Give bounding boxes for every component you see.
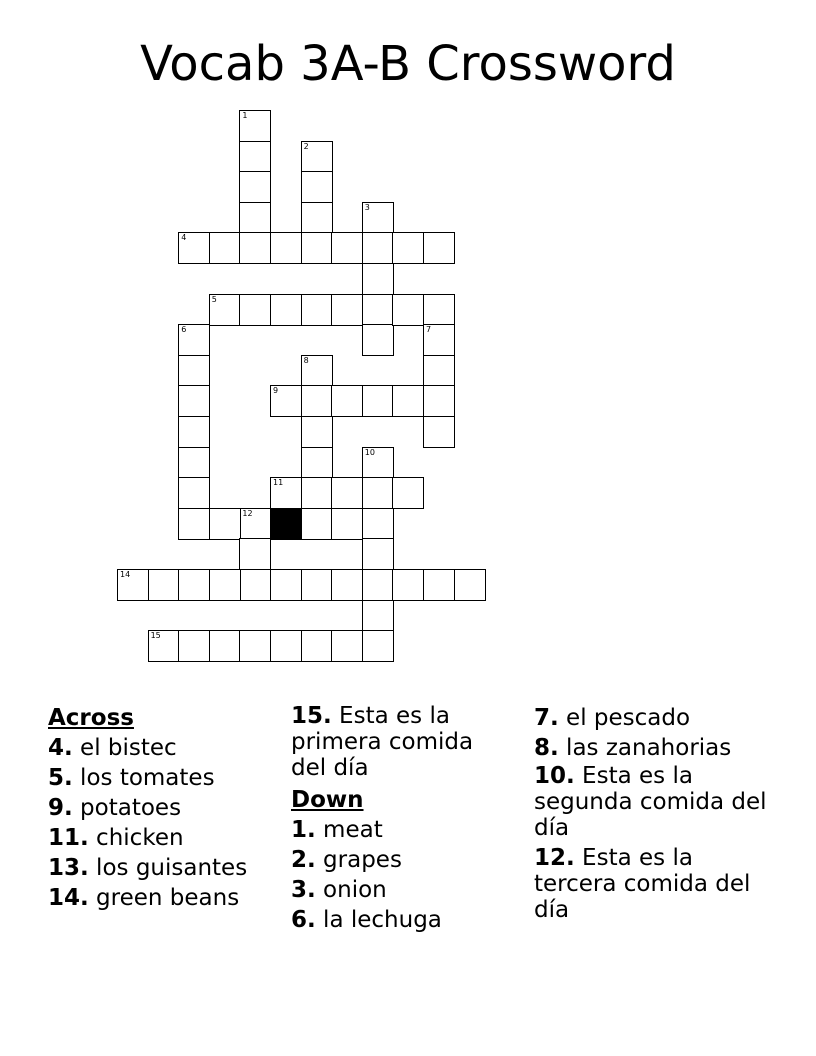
clue-text: las zanahorias bbox=[558, 735, 732, 761]
grid-cell[interactable] bbox=[117, 569, 149, 601]
cell-number: 1 bbox=[242, 111, 248, 120]
grid-cell[interactable] bbox=[331, 569, 363, 601]
cell-number: 14 bbox=[120, 570, 131, 579]
clue-number: 12. bbox=[534, 845, 575, 871]
clue-number: 13. bbox=[48, 855, 89, 881]
across-clue-5 bbox=[48, 763, 278, 793]
grid-cell[interactable] bbox=[362, 263, 394, 295]
clue-number: 7. bbox=[534, 705, 559, 731]
clue-text: Esta es la tercera comida del día bbox=[534, 845, 751, 923]
grid-cell[interactable] bbox=[270, 294, 302, 326]
clue-number: 3. bbox=[291, 877, 316, 903]
grid-cell[interactable] bbox=[301, 477, 333, 509]
grid-cell[interactable] bbox=[331, 508, 363, 540]
grid-cell[interactable] bbox=[178, 416, 210, 448]
grid-cell[interactable] bbox=[301, 416, 333, 448]
grid-cell[interactable] bbox=[239, 171, 271, 203]
grid-cell[interactable] bbox=[331, 385, 363, 417]
clue-text: el bistec bbox=[72, 735, 177, 761]
clue-text: chicken bbox=[88, 825, 184, 851]
grid-cell[interactable] bbox=[362, 538, 394, 570]
cell-number: 15 bbox=[150, 631, 161, 641]
down-clue-8 bbox=[534, 733, 774, 763]
grid-cell[interactable] bbox=[209, 232, 241, 264]
grid-cell[interactable] bbox=[239, 569, 271, 601]
clue-number: 6. bbox=[291, 907, 316, 933]
cell-number: 7 bbox=[426, 325, 432, 335]
grid-cell[interactable] bbox=[392, 477, 424, 509]
clue-text: los tomates bbox=[72, 765, 215, 791]
down-clue-3 bbox=[291, 875, 496, 905]
clue-column-3 bbox=[534, 703, 774, 927]
down-clue-6 bbox=[291, 905, 496, 935]
clue-text: grapes bbox=[315, 847, 402, 873]
grid-cell[interactable] bbox=[301, 171, 333, 203]
grid-cell[interactable] bbox=[392, 232, 424, 264]
clue-number: 14. bbox=[48, 885, 89, 911]
grid-cell[interactable] bbox=[331, 630, 363, 662]
grid-cell[interactable] bbox=[178, 477, 210, 509]
down-clue-7 bbox=[534, 703, 774, 733]
clue-text: green beans bbox=[88, 885, 240, 911]
grid-cell[interactable] bbox=[239, 141, 271, 173]
grid-cell[interactable] bbox=[392, 294, 424, 326]
clue-number: 1. bbox=[291, 817, 316, 843]
grid-cell[interactable] bbox=[270, 569, 302, 601]
grid-cell[interactable] bbox=[362, 294, 394, 326]
clue-number: 2. bbox=[291, 847, 316, 873]
clue-text: los guisantes bbox=[88, 855, 248, 881]
down-clue-1 bbox=[291, 815, 496, 845]
grid-cell[interactable] bbox=[454, 569, 486, 601]
cell-number: 3 bbox=[364, 202, 370, 212]
grid-cell[interactable] bbox=[362, 508, 394, 540]
clue-text: onion bbox=[315, 877, 387, 903]
grid-cell[interactable] bbox=[178, 447, 210, 479]
down-clue-10 bbox=[534, 763, 774, 841]
grid-cell[interactable] bbox=[362, 385, 394, 417]
clue-number: 4. bbox=[48, 735, 73, 761]
clue-text: Esta es la primera comida del día bbox=[291, 703, 474, 781]
grid-cell[interactable] bbox=[270, 232, 302, 264]
grid-cell[interactable] bbox=[209, 630, 241, 662]
grid-cell[interactable] bbox=[423, 569, 455, 601]
grid-cell[interactable] bbox=[148, 569, 180, 601]
grid-cell[interactable] bbox=[239, 202, 271, 234]
grid-cell[interactable] bbox=[331, 294, 363, 326]
clue-column-2 bbox=[291, 703, 496, 935]
clue-number: 8. bbox=[534, 735, 559, 761]
grid-cell[interactable] bbox=[178, 232, 210, 264]
clue-column-1 bbox=[48, 703, 278, 913]
grid-cell[interactable] bbox=[239, 110, 271, 142]
grid-cell[interactable] bbox=[362, 232, 394, 264]
grid-cell[interactable] bbox=[178, 508, 210, 540]
clue-text: Esta es la segunda comida del día bbox=[534, 763, 767, 841]
cell-number: 5 bbox=[211, 294, 217, 304]
grid-cell[interactable] bbox=[423, 232, 455, 264]
down-heading: Down bbox=[291, 787, 364, 813]
cell-number: 4 bbox=[181, 233, 187, 243]
grid-cell[interactable] bbox=[301, 385, 333, 417]
grid-cell[interactable] bbox=[362, 202, 394, 234]
grid-cell[interactable] bbox=[301, 202, 333, 234]
clue-text: meat bbox=[315, 817, 383, 843]
cell-number: 12 bbox=[242, 508, 253, 518]
cell-number: 8 bbox=[303, 355, 309, 365]
grid-cell[interactable] bbox=[362, 600, 394, 632]
clue-number: 15. bbox=[291, 703, 332, 729]
grid-cell[interactable] bbox=[148, 630, 180, 662]
clue-text: la lechuga bbox=[315, 907, 442, 933]
across-heading: Across bbox=[48, 705, 134, 731]
grid-cell[interactable] bbox=[178, 324, 210, 356]
cell-number: 6 bbox=[181, 325, 187, 335]
black-cell bbox=[270, 508, 302, 540]
across-clue-9 bbox=[48, 793, 278, 823]
clue-number: 11. bbox=[48, 825, 89, 851]
grid-cell[interactable] bbox=[362, 447, 394, 479]
grid-cell[interactable] bbox=[301, 294, 333, 326]
cell-number: 11 bbox=[273, 478, 284, 488]
grid-cell[interactable] bbox=[178, 630, 210, 662]
cell-number: 10 bbox=[364, 447, 375, 457]
across-clue-4 bbox=[48, 733, 278, 763]
across-clue-15 bbox=[291, 703, 496, 781]
clue-number: 10. bbox=[534, 763, 575, 789]
across-clue-13 bbox=[48, 853, 278, 883]
grid-cell[interactable] bbox=[178, 385, 210, 417]
grid-cell[interactable] bbox=[331, 477, 363, 509]
grid-cell[interactable] bbox=[423, 416, 455, 448]
grid-cell[interactable] bbox=[239, 538, 271, 570]
grid-cell[interactable] bbox=[392, 385, 424, 417]
clue-number: 9. bbox=[48, 795, 73, 821]
grid-cell[interactable] bbox=[209, 508, 241, 540]
cell-number: 9 bbox=[273, 386, 279, 396]
grid-cell[interactable] bbox=[239, 508, 271, 540]
grid-cell[interactable] bbox=[301, 232, 333, 264]
grid-cell[interactable] bbox=[331, 232, 363, 264]
grid-cell[interactable] bbox=[209, 569, 241, 601]
grid-cell[interactable] bbox=[209, 294, 241, 326]
grid-cell[interactable] bbox=[423, 355, 455, 387]
grid-cell[interactable] bbox=[270, 385, 302, 417]
grid-cell[interactable] bbox=[270, 477, 302, 509]
cell-number: 2 bbox=[303, 141, 309, 151]
grid-cell[interactable] bbox=[301, 355, 333, 387]
grid-cell[interactable] bbox=[301, 508, 333, 540]
grid-cell[interactable] bbox=[362, 630, 394, 662]
grid-cell[interactable] bbox=[239, 630, 271, 662]
grid-cell[interactable] bbox=[239, 294, 271, 326]
grid-cell[interactable] bbox=[423, 324, 455, 356]
grid-cell[interactable] bbox=[301, 569, 333, 601]
grid-cell[interactable] bbox=[270, 630, 302, 662]
grid-cell[interactable] bbox=[301, 141, 333, 173]
grid-cell[interactable] bbox=[301, 630, 333, 662]
page-title: Vocab 3A-B Crossword bbox=[140, 36, 676, 92]
grid-cell[interactable] bbox=[392, 569, 424, 601]
grid-cell[interactable] bbox=[239, 232, 271, 264]
grid-cell[interactable] bbox=[362, 569, 394, 601]
across-clue-14 bbox=[48, 883, 278, 913]
grid-cell[interactable] bbox=[301, 447, 333, 479]
clue-number: 5. bbox=[48, 765, 73, 791]
grid-cell[interactable] bbox=[423, 385, 455, 417]
grid-cell[interactable] bbox=[362, 324, 394, 356]
across-clue-11 bbox=[48, 823, 278, 853]
grid-cell[interactable] bbox=[178, 569, 210, 601]
down-clue-12 bbox=[534, 845, 774, 923]
down-clue-2 bbox=[291, 845, 496, 875]
clue-text: el pescado bbox=[558, 705, 691, 731]
grid-cell[interactable] bbox=[423, 294, 455, 326]
clue-text: potatoes bbox=[72, 795, 182, 821]
grid-cell[interactable] bbox=[362, 477, 394, 509]
grid-cell[interactable] bbox=[178, 355, 210, 387]
